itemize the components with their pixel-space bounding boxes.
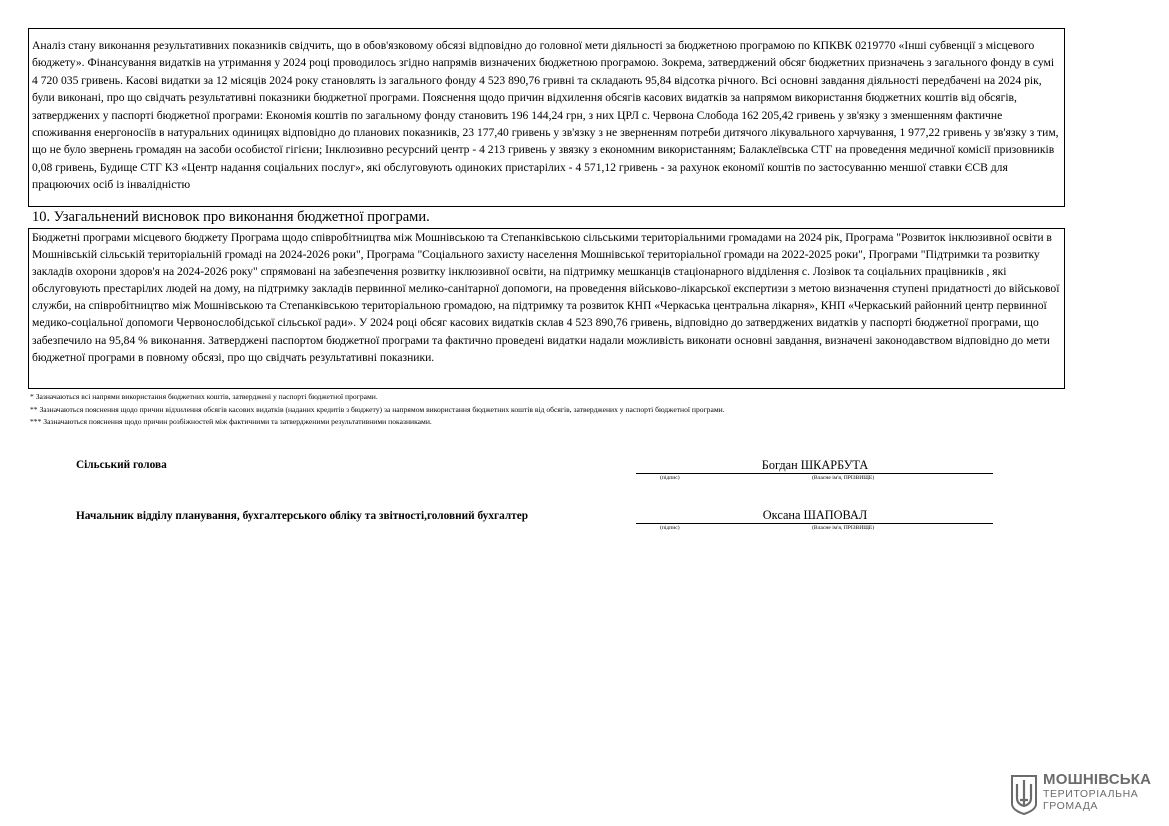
conclusion-text: Бюджетні програми місцевого бюджету Програма щодо співробітництва між Мошнівською та Степанківською сільськими територіальними громадами на 2024 рік, Програма "Розвиток інклюзивної освіти в Мошнівській сільській територіальній громаді на 2024-2026 роки", Програма "Соціального захисту населення Мошнівської територіальної громади на 2022-2025 роки", Програми "Підтримки та розвитку закладів охорони здоров'я на 2024-2026 року" спрямовані на забезпечення розвитку інклюзивної освіти, на підтримку мешканців стаціонарного відділення с. Лозівок та соціальних працівників , які обслуговують престарілих людей на дому, на підтримку закладів первинної мелико-санітарної допомоги, на проведення військово-лікарської експертизи з метою визначення ступені придатності до військової служби, на співробітництво між Мошнівською та Степанківською територіальною громадою, на підтримку та розвиток КНП «Черкаська центральна лікарня», КНП «Черкаський районний центр первинної медико-соціальної допомоги Червонослобідської сільської ради». У 2024 році обсяг касових видатків склав 4 523 890,76 гривень, відповідно до затверджених видатків у паспорті бюджетної програми, що забезпечило на 95,84 % виконання. Затверджені паспортом бюджетної програми та фактично проведені видатки надали можливість виконати основні завдання, визначені законодавством відповідно до мети бюджетної програми в повному обсязі, про що свідчать результативні показники. <box>32 231 1060 364</box>
name-caption-head: (Власне ім'я, ПРІЗВИЩЕ) <box>812 475 875 481</box>
sign-caption-accountant: (підпис) <box>660 525 680 531</box>
signature-title-accountant: Начальник відділу планування, бухгалтерського обліку та звітності,головний бухгалтер <box>76 510 529 522</box>
section-10-heading: 10. Узагальнений висновок про виконання бюджетної програми. <box>32 209 430 225</box>
sign-caption-head: (підпис) <box>660 475 680 481</box>
conclusion-box <box>28 228 1065 389</box>
name-caption-accountant: (Власне ім'я, ПРІЗВИЩЕ) <box>812 525 875 531</box>
signature-line-accountant <box>636 523 993 524</box>
signature-title-head: Сільський голова <box>76 459 167 471</box>
analysis-box <box>28 28 1065 207</box>
logo-line-3: ГРОМАДА <box>1043 800 1099 812</box>
community-logo <box>1010 772 1160 818</box>
footnote-1: * Зазначаються всі напрями використання бюджетних коштів, затверджені у паспорті бюджетної програми. <box>30 392 378 401</box>
footnote-2: ** Зазначаються пояснення щодо причин відхилення обсягів касових видатків (наданих кредитів з бюджету) за напрямом використання бюджетних коштів від обсягів, затверджених у паспорті бюджетної програми. <box>30 404 725 414</box>
signature-name-accountant: Оксана ШАПОВАЛ <box>762 508 868 522</box>
signature-name-head: Богдан ШКАРБУТА <box>761 458 869 472</box>
footnote-3: *** Зазначаються пояснення щодо причин розбіжностей між фактичними та затвердженими результативними показниками. <box>30 417 432 426</box>
signature-line-head <box>636 473 993 474</box>
trident-icon <box>1010 774 1038 816</box>
logo-line-1: МОШНІВСЬКА <box>1043 771 1152 788</box>
footnotes <box>30 391 725 429</box>
logo-line-2: ТЕРИТОРІАЛЬНА <box>1043 788 1139 800</box>
analysis-text: Аналіз стану виконання результативних показників свідчить, що в обов'язковому обсязі відповідно до головної мети діяльності за бюджетною програмою по КПКВК 0219770 «Інші субвенції з місцевого бюджету». Фінансування видатків на утримання у 2024 році проводилось згідно напрямів визначених бюджетною програмою. Зокрема, затверджений обсяг бюджетних призначень з загального фонду в сумі 4 720 035 гривень. Касові видатки за 12 місяців 2024 року становлять із загального фонду 4 523 890,76 гривні та складають 95,84 відсотка річного. Всі основні завдання діяльності передбачені на 2024 рік, були виконані, про що свідчать результативні показники бюджетної програми. Пояснення щодо причин відхилення обсягів касових видатків за напрямом використання бюджетних коштів від обсягів, затверджених у паспорті бюджетної програми: Економія коштів по загальному фонду становить 196 144,24 грн, з них ЦРЛ с. Червона Слобода 162 205,42 гривень у зв'язку з зменшенням фактичне споживання енергоносіїв в натуральних одиницях відповідно до планових показників, 23 177,40 гривень у зв'язку з не зверненням потреби дитячого лікувального харчування, 1 977,22 гривень у зв'язку з тим, що не було звернень громадян на засоби особистої гігієни; Інклюзивно ресурсний центр - 4 213 гривень у звязку з економним використанням; Балаклеївська СТГ на проведення медичної комісії призовників 0,08 гривень, Будище СТГ КЗ «Центр надання соціальних послуг», які обслуговують одиноких пристарілих - 4 571,12 гривень - за рахунок економії коштів по застосуванню меншої ставки ЄСВ для працюючих осіб із інвалідністю <box>32 39 1059 192</box>
